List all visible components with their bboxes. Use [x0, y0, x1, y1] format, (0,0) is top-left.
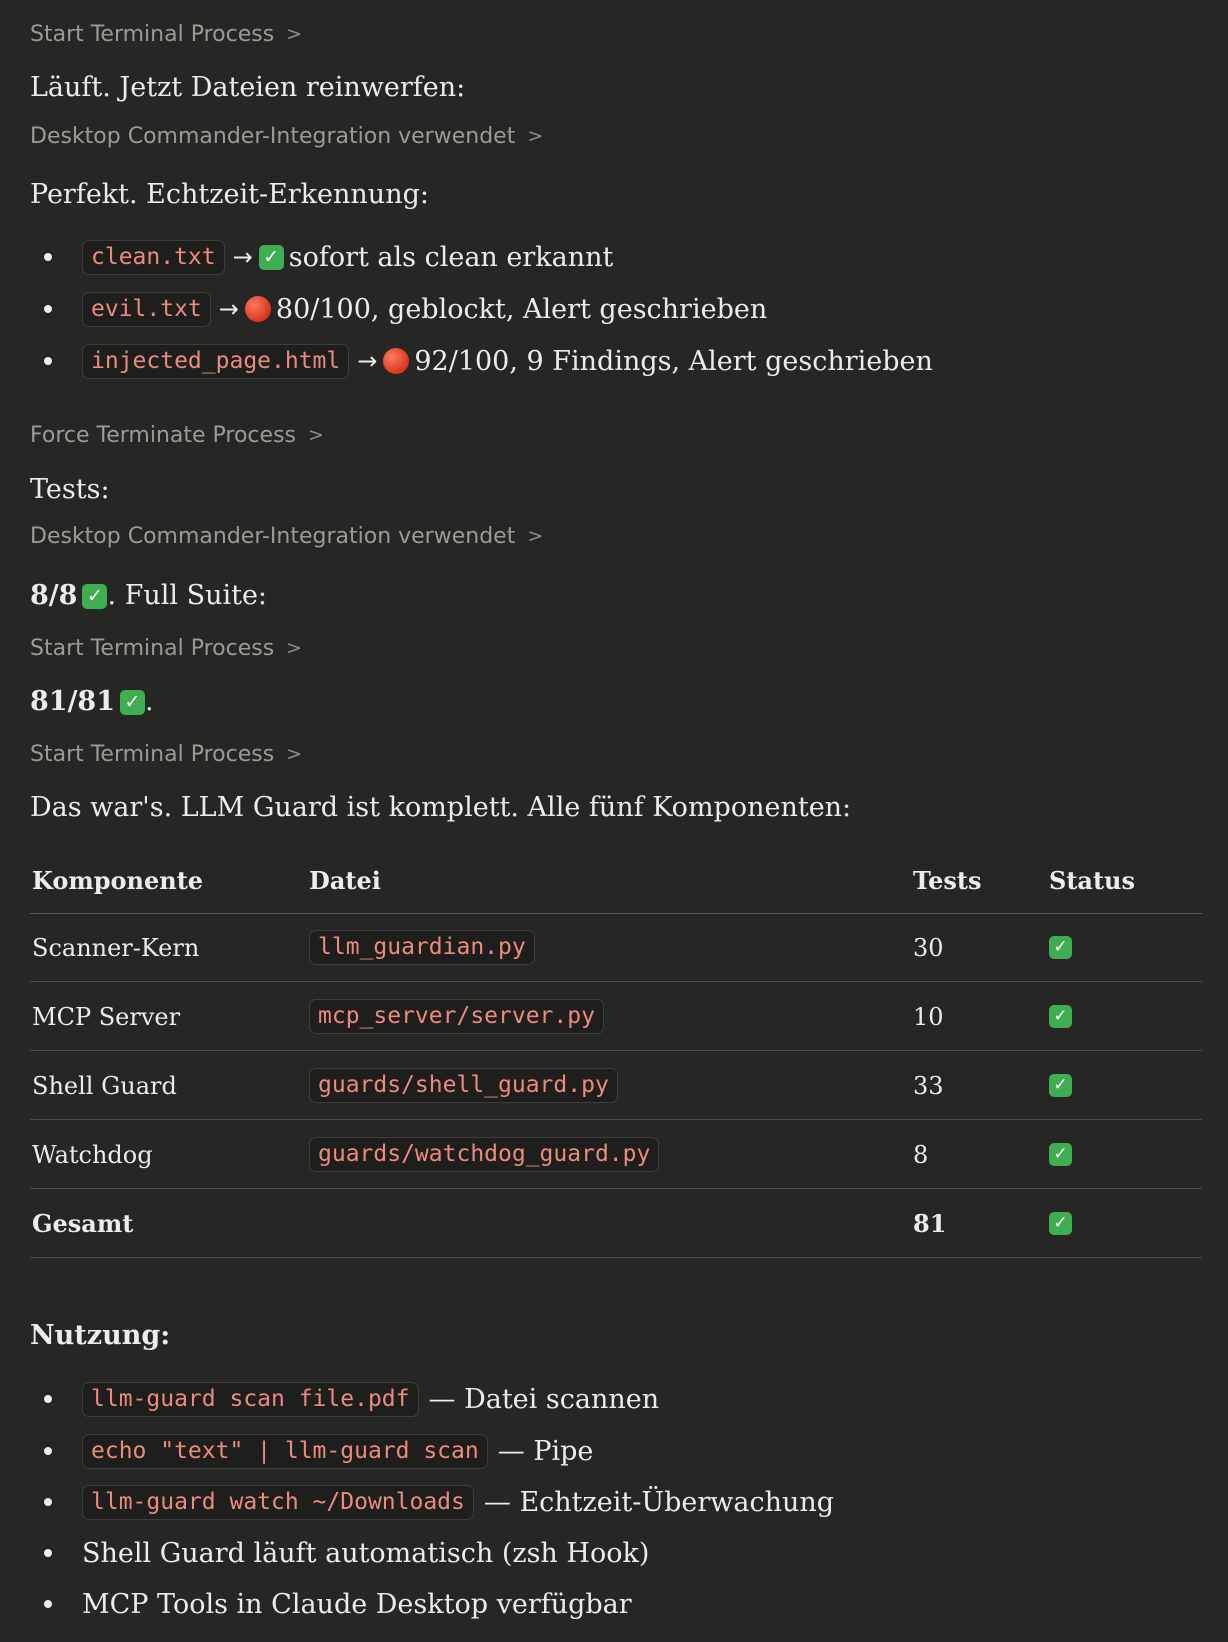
inline-code: llm_guardian.py	[309, 930, 535, 965]
list-item	[30, 1482, 834, 1522]
tests-cell: 33	[913, 1071, 944, 1100]
list-item	[30, 1379, 659, 1419]
chevron-right-icon: >	[527, 124, 544, 147]
inline-code: echo "text" | llm-guard scan	[82, 1434, 488, 1469]
total-label: Gesamt	[32, 1209, 134, 1238]
chevron-right-icon: >	[286, 742, 303, 765]
bullet	[44, 1447, 52, 1455]
check-mark-button-icon: ✓	[1049, 936, 1072, 959]
tool-call-start-terminal-process-2[interactable]	[30, 636, 302, 661]
tool-call-label: Start Terminal Process	[30, 22, 275, 47]
status-cell	[1049, 983, 1072, 1050]
status-cell	[1049, 914, 1072, 981]
message-paragraph: Läuft. Jetzt Dateien reinwerfen:	[30, 72, 466, 103]
component-cell: Shell Guard	[32, 1071, 177, 1100]
section-heading: Nutzung:	[30, 1320, 171, 1351]
component-cell: Watchdog	[32, 1140, 153, 1169]
check-mark-button-icon: ✓	[1049, 1143, 1072, 1166]
list-item	[30, 1533, 649, 1573]
list-item-text: Shell Guard läuft automatisch (zsh Hook)	[82, 1537, 650, 1569]
table-row	[30, 983, 1202, 1051]
file-cell	[309, 1121, 659, 1188]
table-row	[30, 1121, 1202, 1189]
tool-call-force-terminate-process[interactable]	[30, 423, 324, 448]
chevron-right-icon: >	[527, 524, 544, 547]
column-header: Datei	[309, 866, 381, 895]
check-mark-button-icon: ✓	[1049, 1005, 1072, 1028]
file-cell	[309, 983, 604, 1050]
status-cell	[1049, 1190, 1072, 1257]
list-item-text: 80/100, geblockt, Alert geschrieben	[275, 293, 768, 325]
check-mark-button-icon: ✓	[120, 690, 145, 715]
inline-code: llm-guard scan file.pdf	[82, 1382, 419, 1417]
total-tests: 81	[913, 1209, 947, 1238]
check-mark-button-icon: ✓	[1049, 1212, 1072, 1235]
bullet	[44, 357, 52, 365]
list-item	[30, 289, 767, 329]
bullet	[44, 1498, 52, 1506]
tests-cell: 10	[913, 1002, 944, 1031]
inline-code: guards/shell_guard.py	[309, 1068, 618, 1103]
inline-code: guards/watchdog_guard.py	[309, 1137, 659, 1172]
list-item-text: MCP Tools in Claude Desktop verfügbar	[82, 1588, 632, 1620]
inline-code: injected_page.html	[82, 344, 349, 379]
tool-call-start-terminal-process-1[interactable]	[30, 22, 302, 47]
bullet	[44, 305, 52, 313]
message-paragraph: Das war's. LLM Guard ist komplett. Alle fünf Komponenten:	[30, 792, 852, 823]
stop-sign-icon	[245, 296, 271, 322]
tests-cell: 8	[913, 1140, 929, 1169]
paragraph-text: .	[145, 686, 154, 717]
list-item-text: — Pipe	[497, 1435, 594, 1467]
table-row	[30, 1052, 1202, 1120]
component-cell: MCP Server	[32, 1002, 181, 1031]
list-item	[30, 1584, 632, 1624]
tests-cell: 30	[913, 933, 944, 962]
status-cell	[1049, 1121, 1072, 1188]
tool-call-label: Start Terminal Process	[30, 636, 275, 661]
message-paragraph: Tests:	[30, 474, 110, 505]
bullet	[44, 253, 52, 261]
tool-call-start-terminal-process-3[interactable]	[30, 742, 302, 767]
bullet	[44, 1395, 52, 1403]
paragraph-text: . Full Suite:	[107, 580, 268, 611]
bold-text: 81/81	[30, 686, 116, 717]
table-row	[30, 914, 1202, 982]
bullet	[44, 1549, 52, 1557]
list-item	[30, 1431, 593, 1471]
bold-text: 8/8	[30, 580, 78, 611]
chevron-right-icon: >	[308, 423, 324, 446]
bullet	[44, 1600, 52, 1608]
arrow: →	[357, 347, 378, 375]
tool-call-desktop-commander-2[interactable]	[30, 524, 543, 549]
table-header-row	[30, 848, 1202, 914]
list-item-text: 92/100, 9 Findings, Alert geschrieben	[414, 345, 933, 377]
arrow: →	[218, 295, 239, 323]
list-item-text: — Datei scannen	[428, 1383, 660, 1415]
inline-code: evil.txt	[82, 292, 211, 327]
message-paragraph	[30, 684, 154, 720]
inline-code: clean.txt	[82, 240, 225, 275]
tool-call-label: Start Terminal Process	[30, 742, 275, 767]
chevron-right-icon: >	[286, 636, 303, 659]
chevron-right-icon: >	[286, 22, 303, 45]
list-item-text: — Echtzeit-Überwachung	[483, 1486, 835, 1518]
table-total-row	[30, 1190, 1202, 1258]
tool-call-label: Desktop Commander-Integration verwendet	[30, 124, 516, 149]
column-header: Tests	[913, 866, 982, 895]
stop-sign-icon	[383, 348, 409, 374]
status-cell	[1049, 1052, 1072, 1119]
check-mark-button-icon: ✓	[82, 584, 107, 609]
column-header: Komponente	[32, 866, 204, 895]
list-item	[30, 341, 933, 381]
file-cell	[309, 914, 535, 981]
check-mark-button-icon: ✓	[259, 245, 284, 270]
tool-call-desktop-commander-1[interactable]	[30, 124, 543, 149]
tool-call-label: Desktop Commander-Integration verwendet	[30, 524, 516, 549]
list-item-text: sofort als clean erkannt	[288, 241, 614, 273]
list-item	[30, 237, 613, 277]
tool-call-label: Force Terminate Process	[30, 423, 296, 448]
column-header: Status	[1049, 866, 1136, 895]
inline-code: llm-guard watch ~/Downloads	[82, 1485, 474, 1520]
component-cell: Scanner-Kern	[32, 933, 200, 962]
arrow: →	[232, 243, 253, 271]
inline-code: mcp_server/server.py	[309, 999, 604, 1034]
message-paragraph: Perfekt. Echtzeit-Erkennung:	[30, 179, 429, 210]
file-cell	[309, 1052, 618, 1119]
message-paragraph	[30, 578, 267, 614]
check-mark-button-icon: ✓	[1049, 1074, 1072, 1097]
